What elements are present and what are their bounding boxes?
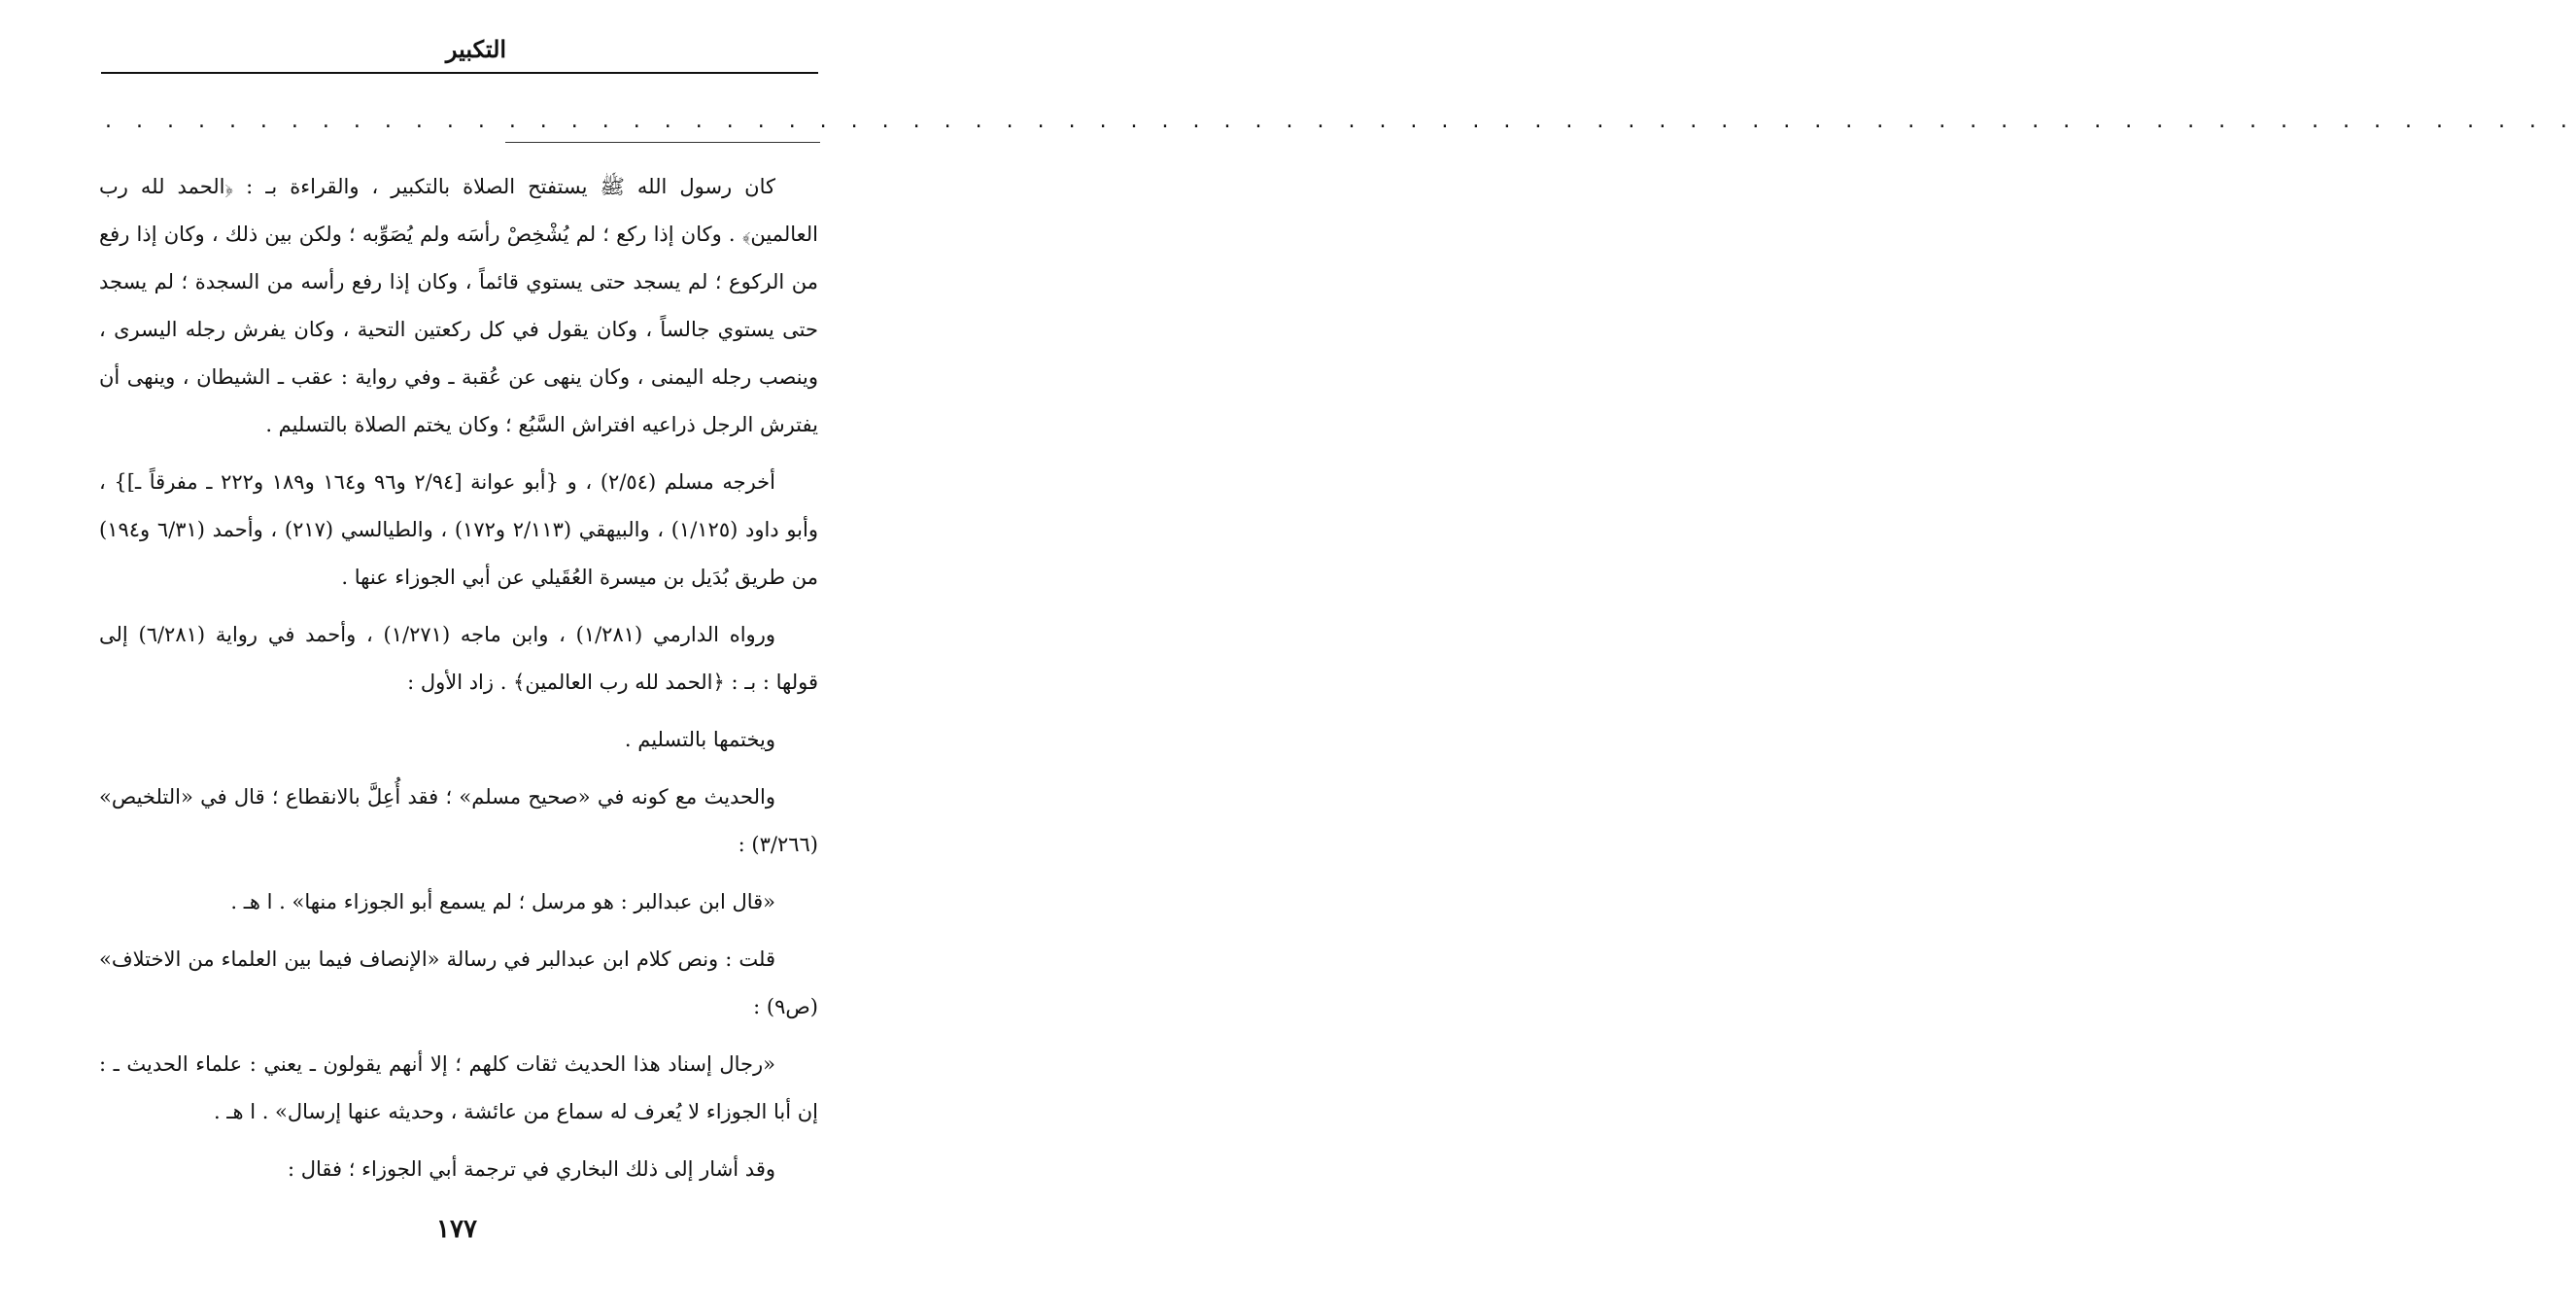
paragraph-takhrij: أخرجه مسلم (٢/٥٤) ، و {أبو عوانة [٢/٩٤ و٩٦ و١٦٤ و١٨٩ و٢٢٢ ـ مفرقاً ـ]} ، وأبو داود (١/١٢٥) ، والبيهقي (٢/١١٣ و١٧٢) ، والطيالسي (٢١٧) ، وأحمد (٦/٣١ و١٩٤) من طريق بُدَيل بن ميسرة العُقَيلي عن أبي الجوزاء عنها . xyxy=(99,470,818,589)
paragraph-quote-rijal: «رجال إسناد هذا الحديث ثقات كلهم ؛ إلا أنهم يقولون ـ يعني : علماء الحديث ـ : إن أبا الجوزاء لا يُعرف له سماع من عائشة ، وحديثه عنها إرسال» . ا هـ . xyxy=(99,1052,818,1123)
paragraph-addition: ويختمها بالتسليم . xyxy=(624,728,775,751)
paragraph-hadith: كان رسول الله ﷺ يستفتح الصلاة بالتكبير ، والقراءة بـ : ﴿الحمد لله رب العالمين﴾ . وكان إذا ركع ؛ لم يُشْخِصْ رأسَه ولم يُصَوِّبه ؛ ولكن بين ذلك ، وكان إذا رفع من الركوع ؛ لم يسجد حتى يستوي قائماً ، وكان إذا رفع رأسه من السجدة ؛ لم يسجد حتى يستوي جالساً ، وكان يقول في كل ركعتين التحية ، وكان يفرش رجله اليسرى ، وينصب رجله اليمنى ، وكان ينهى عن عُقبة ـ وفي رواية : عقب ـ الشيطان ، وينهى أن يفترش الرجل ذراعيه افتراش السَّبُع ؛ وكان يختم الصلاة بالتسليم . xyxy=(99,175,818,436)
paragraph-quote-ibn-abdilbarr: «قال ابن عبدالبر : هو مرسل ؛ لم يسمع أبو الجوزاء منها» . ا هـ . xyxy=(230,890,775,913)
header-rule xyxy=(101,72,818,74)
page-number: ١٧٧ xyxy=(436,1215,477,1244)
paragraph-riwaya: ورواه الدارمي (١/٢٨١) ، وابن ماجه (١/٢٧١) ، وأحمد في رواية (٦/٢٨١) إلى قولها : بـ : ﴿الحمد لله رب العالمين﴾ . زاد الأول : xyxy=(99,623,818,694)
body-text xyxy=(99,163,818,1193)
paragraph-qultu: قلت : ونص كلام ابن عبدالبر في رسالة «الإنصاف فيما بين العلماء من الاختلاف» (ص٩) : xyxy=(99,947,818,1018)
paragraph-illa: والحديث مع كونه في «صحيح مسلم» ؛ فقد أُعِلَّ بالانقطاع ؛ قال في «التلخيص» (٣/٢٦٦) : xyxy=(99,785,818,856)
separator-line xyxy=(505,142,820,143)
dotted-separator: . . . . . . . . . . . . . . . . . . . . . . . . . . . . . . . . . . . . . . . . . . . . . . . . . . . . . . . . . . . . . . . . . . . . . . . . . . . . . . . . xyxy=(105,109,2576,133)
paragraph-bukhari: وقد أشار إلى ذلك البخاري في ترجمة أبي الجوزاء ؛ فقال : xyxy=(288,1157,775,1181)
running-title: التكبير xyxy=(445,35,507,63)
